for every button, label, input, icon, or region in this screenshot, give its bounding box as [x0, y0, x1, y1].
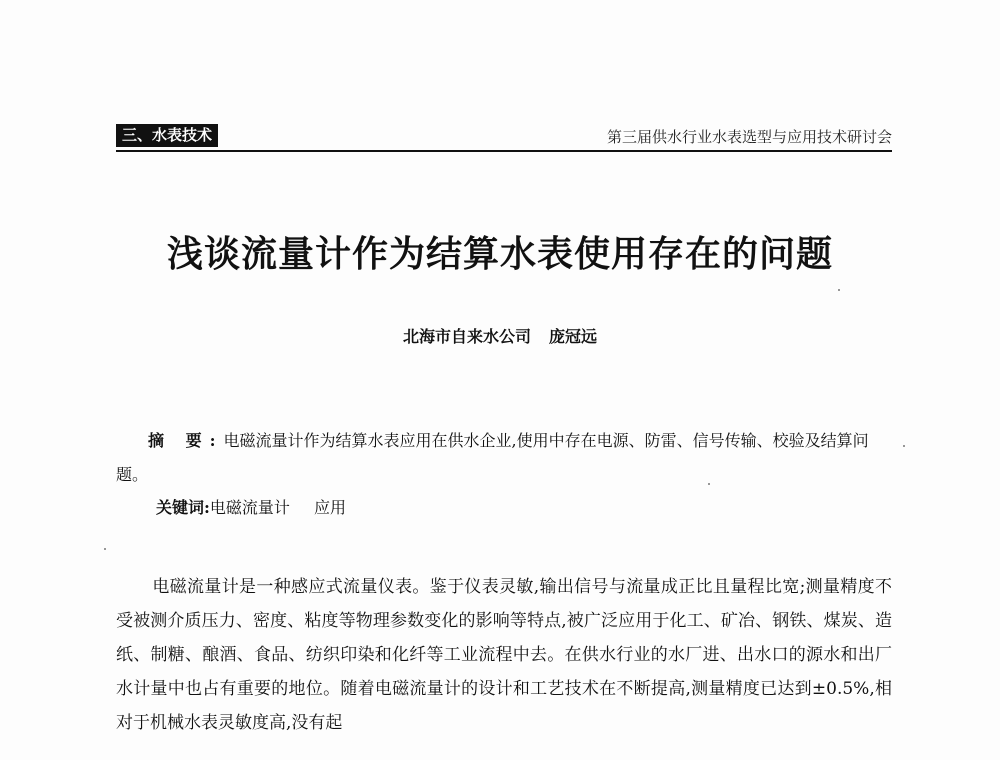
body-paragraph	[116, 570, 892, 740]
section-tag: 三、水表技术	[116, 124, 218, 147]
header-rule	[116, 150, 892, 152]
author-organization: 北海市自来水公司	[402, 327, 531, 346]
scan-speck	[104, 548, 106, 550]
keyword-2: 应用	[313, 498, 346, 517]
abstract-label: 摘 要:	[148, 431, 224, 450]
abstract	[116, 424, 892, 492]
scan-speck	[708, 483, 710, 485]
scan-speck	[903, 445, 905, 447]
byline	[0, 324, 1000, 347]
author-name: 庞冠远	[549, 327, 598, 346]
paper-title: 浅谈流量计作为结算水表使用存在的问题	[166, 233, 833, 275]
scan-speck	[838, 289, 840, 291]
abstract-text: 电磁流量计作为结算水表应用在供水企业,使用中存在电源、防雷、信号传输、校验及结算问题。	[116, 431, 869, 484]
conference-title: 第三届供水行业水表选型与应用技术研讨会	[606, 128, 892, 146]
keywords	[156, 496, 346, 520]
body-paragraph-text: 电磁流量计是一种感应式流量仪表。鉴于仪表灵敏,输出信号与流量成正比且量程比宽;测量精度不受被测介质压力、密度、粘度等物理参数变化的影响等特点,被广泛应用于化工、矿冶、钢铁、煤炭、造纸、制糖、酿酒、食品、纺织印染和化纤等工业流程中去。在供水行业的水厂进、出水口的源水和出厂水计量中也占有重要的地位。随着电磁流量计的设计和工艺技术在不断提高,测量精度已达到±0.5%,相对于机械水表灵敏度高,没有起	[116, 577, 892, 733]
keyword-1: 电磁流量计	[209, 498, 290, 517]
keywords-label: 关键词:	[156, 498, 210, 517]
